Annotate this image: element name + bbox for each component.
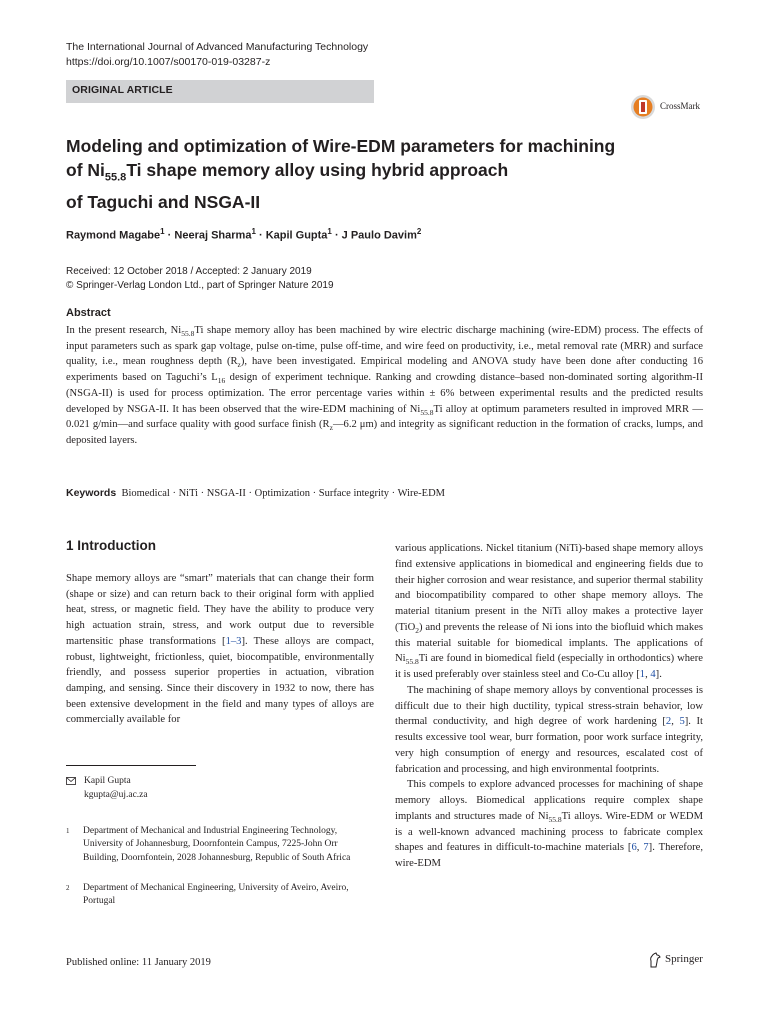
envelope-icon xyxy=(66,777,76,785)
corresponding-author-name: Kapil Gupta xyxy=(84,776,131,786)
keywords xyxy=(66,487,445,499)
paragraph: various applications. Nickel titanium (NiTi)-based shape memory alloys find extensive applications in biomedical and engineering fields due to their higher corrosion and wear resistance, and superior thermal stability and biocompatibility compared to other shape memory alloys. The material titanium present in the NiTi alloy makes a protective layer (TiO$_2$) and prevents the release of Ni ions into the biofluid which makes this material suitable for biomedical implants. The applications of $Ni_{55.8}Ti$ are found in biomedical field (especially in orthodontics) where it is used preferably over stainless steel and Co-Cu alloy [1, 4]. xyxy=(395,543,703,680)
author-separator: · xyxy=(334,229,339,242)
author-separator: · xyxy=(258,229,263,242)
title-line-1: Modeling and optimization of Wire-EDM parameters for machining xyxy=(66,136,616,156)
title-line-2: of $Ni_{55.8}Ti$ shape memory alloy using hybrid approach xyxy=(66,160,509,184)
affiliation-number: 1 xyxy=(66,827,70,835)
author-list xyxy=(66,227,421,242)
author-affiliation-mark: 1 xyxy=(327,227,332,236)
citation-link[interactable]: 1 xyxy=(639,669,646,680)
copyright-line: © Springer-Verlag London Ltd., part of Springer Nature 2019 xyxy=(66,280,334,291)
affiliation-number: 2 xyxy=(66,884,70,892)
affiliation-text: Department of Mechanical and Industrial Engineering Technology, University of Johannesburg, Doornfontein Campus, 7225-John Orr Building, Doornfontein, 2028 Johannesburg, Republic of South Africa xyxy=(83,826,351,863)
keywords-label: Keywords xyxy=(66,487,117,499)
corresponding-author xyxy=(66,774,148,802)
article-type-bar xyxy=(66,80,374,103)
author-affiliation-mark: 1 xyxy=(160,227,165,236)
abstract-heading: Abstract xyxy=(66,307,111,319)
abstract-text: In the present research, $Ni_{55.8}Ti$ shape memory alloy has been machined by wire electric discharge machining (wire-EDM) process. The effects of input parameters such as spark gap voltage, pulse on-time, pulse off-time, and wire feed on productivity, i.e., metal removal rate (MRR) and surface quality, i.e., mean roughness depth $(R_z)$, have been investigated. Empirical modeling and ANOVA study have been done after conducting 16 experiments based on Taguchi’s $L_{16}$ design of experiment technique. Ranking and crowding distance–based non-dominated sorting algorithm-II (NSGA-II) is used for process optimization. The error percentage varies within ± 6% between experimental results and the predicted results developed by NSGA-II. It has been observed that the wire-EDM machining of $Ni_{55.8}Ti$ alloy at optimum parameters resulted in improved MRR —0.021 g/min—and surface quality with good surface finish ($R_z—6.2$ μm) and integrity as significant reduction in the formation of cracks, lumps, and deposited layers. xyxy=(66,325,704,446)
body-column-right xyxy=(395,541,703,872)
author-name[interactable]: Raymond Magabe xyxy=(66,229,161,242)
section-heading: 1 Introduction xyxy=(66,538,156,553)
author-name[interactable]: J Paulo Davim xyxy=(341,229,417,242)
keywords-list: Biomedical · NiTi · NSGA-II · Optimization · Surface integrity · Wire-EDM xyxy=(121,488,445,499)
article-type-label: ORIGINAL ARTICLE xyxy=(72,84,173,96)
citation-link[interactable]: 6 xyxy=(631,842,637,854)
title-line-3: of Taguchi and NSGA-II xyxy=(66,191,261,212)
affiliation-text: Department of Mechanical Engineering, University of Aveiro, Aveiro, Portugal xyxy=(83,883,349,907)
citation-link[interactable]: 1–3 xyxy=(225,635,242,647)
citation-link[interactable]: 4 xyxy=(650,669,656,680)
citation-link[interactable]: 7 xyxy=(643,842,649,854)
springer-horse-icon xyxy=(648,952,662,968)
crossmark-label: CrossMark xyxy=(660,101,700,111)
citation-link[interactable]: 5 xyxy=(679,716,685,728)
author-name[interactable]: Kapil Gupta xyxy=(265,229,328,242)
affiliation xyxy=(66,882,366,909)
paragraph: Shape memory alloys are “smart” materials that can change their form (shape or size) and can return back to their original form with applied heat, stress, or magnetic field. They have the ability to produce very high actuation strain, stress, and work output due to reversible martensitic phase transformations [1–3]. These alloys are compact, robust, lightweight, frictionless, quiet, biocompatible, environmentally friendly, and possess superior properties in actuation, vibration damping, and sensing. Since their discovery in 1932 to now, there has been extensive development in the field and many types of alloys are commercially available for xyxy=(66,573,374,726)
crossmark-icon xyxy=(630,94,656,120)
article-title xyxy=(66,134,666,214)
author-affiliation-mark: 1 xyxy=(251,227,256,236)
author-separator: · xyxy=(167,229,172,242)
published-date: Published online: 11 January 2019 xyxy=(66,957,211,968)
publisher-name: Springer xyxy=(665,953,703,965)
footnote-divider xyxy=(66,765,196,766)
body-column-left xyxy=(66,571,374,728)
doi-link[interactable]: https://doi.org/10.1007/s00170-019-03287-z xyxy=(66,56,271,68)
citation-link[interactable]: 2 xyxy=(665,716,672,728)
author-affiliation-mark: 2 xyxy=(416,227,422,236)
paragraph: This compels to explore advanced processes for machining of shape memory alloys. Biomedical applications require complex shape implants and structures made of $Ni_{55.8}Ti$ alloys. Wire-EDM or WEDM is a well-known advanced machining process to fabricate complex shapes and features in difficult-to-machine materials [6, 7]. Therefore, wire-EDM xyxy=(395,779,704,869)
affiliation xyxy=(66,825,366,865)
received-dates: Received: 12 October 2018 / Accepted: 2 January 2019 xyxy=(66,266,312,277)
paragraph: The machining of shape memory alloys by conventional processes is difficult due to their high ductility, typical stress-strain behavior, low thermal conductivity, and high degree of work hardening [2, 5]. It results excessive tool wear, burr formation, poor work surface integrity, very high consumption of energy and resources, escalated cost of fabrication and processing, and high environmental footprints. xyxy=(395,684,703,775)
corresponding-author-email[interactable]: kgupta@uj.ac.za xyxy=(84,790,148,800)
author-name[interactable]: Neeraj Sharma xyxy=(174,229,252,242)
journal-name: The International Journal of Advanced Manufacturing Technology xyxy=(66,41,369,53)
